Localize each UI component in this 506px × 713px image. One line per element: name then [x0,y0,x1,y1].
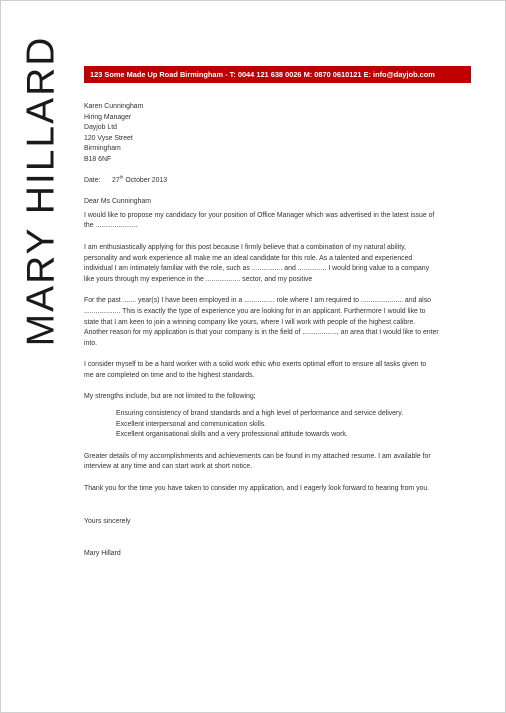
recipient-line: B18 6NF [84,155,112,163]
date-label: Date: [84,176,101,184]
contact-bar: 123 Some Made Up Road Birmingham - T: 0044 121 638 0026 M: 0870 0610121 E: info@dayjob.com [84,66,471,83]
recipient-line: Karen Cunningham [84,103,144,110]
paragraph-2 [84,243,464,285]
paragraph-4 [84,360,464,381]
text-line: the ...................... [84,222,138,230]
recipient-line: Dayjob Ltd [84,124,117,132]
text-line: For the past ....... year(s) I have been employed in a ................ role where I am required to ...................... and also [84,297,431,305]
text-line: individual I am intimately familiar with the role, such as ................ and ............... I would bring value to a company [84,265,430,273]
signature-name: Mary Hillard [84,550,121,558]
list-item: Excellent organisational skills and a very professional attitude towards work. [116,431,348,439]
text-line: My strengths include, but are not limited to the following; [84,393,256,401]
text-line: me are completed on time and to the highest standards. [84,371,255,379]
date-day: 27 [112,176,120,184]
applicant-name: MARY HILLARD [19,35,63,346]
strengths-list [84,409,464,441]
recipient-address [84,102,464,166]
text-line: into. [84,339,98,347]
text-line: ................... This is exactly the type of experience you are looking for in an applicant. Furthermore I would like to [84,307,426,315]
recipient-line: Hiring Manager [84,113,132,121]
salutation: Dear Ms Cunningham [84,198,152,206]
text-line: Greater details of my accomplishments and achievements can be found in my attached resume. I am available for [84,452,431,460]
recipient-line: 120 Vyse Street [84,134,133,142]
date-suffix: th [119,174,124,180]
text-line: Another reason for my application is that your company is in the field of .................., an area that I would like to enter [84,329,439,337]
text-line: state that I am keen to join a winning company like yours, where I will work with people of the highest calibre. [84,318,416,326]
recipient-line: Birmingham [84,145,121,153]
list-item: Excellent interpersonal and communication skills. [116,420,267,428]
text-line: like yours through my experience in the .................. sector, and my positive [84,275,313,283]
paragraph-3 [84,296,464,349]
paragraph-6 [84,452,464,473]
paragraph-1 [84,211,464,232]
text-line: interview at any time and can start work at short notice. [84,463,253,471]
text-line: personality and work experience all make me an ideal candidate for this role. As a talented and experienced [84,254,413,262]
text-line: I would like to propose my candidacy for your position of Office Manager which was advertised in the latest issue of [84,211,435,219]
vertical-name-banner [11,35,71,346]
date-month-year: October 2013 [123,176,168,184]
closing: Yours sincerely [84,517,131,525]
text-line: I consider myself to be a hard worker with a solid work ethic who exerts optimal effort to ensure all tasks given to [84,361,427,369]
letter-date [84,176,464,187]
text-line: I am enthusiastically applying for this post because I firmly believe that a combination of my natural ability, [84,243,406,251]
list-item: Ensuring consistency of brand standards and a high level of performance and service delivery. [116,410,404,418]
paragraph-7 [84,484,464,495]
text-line: Thank you for the time you have taken to consider my application, and I eagerly look forward to hearing from you. [84,485,430,493]
paragraph-5 [84,392,464,403]
letter-body [84,102,464,560]
